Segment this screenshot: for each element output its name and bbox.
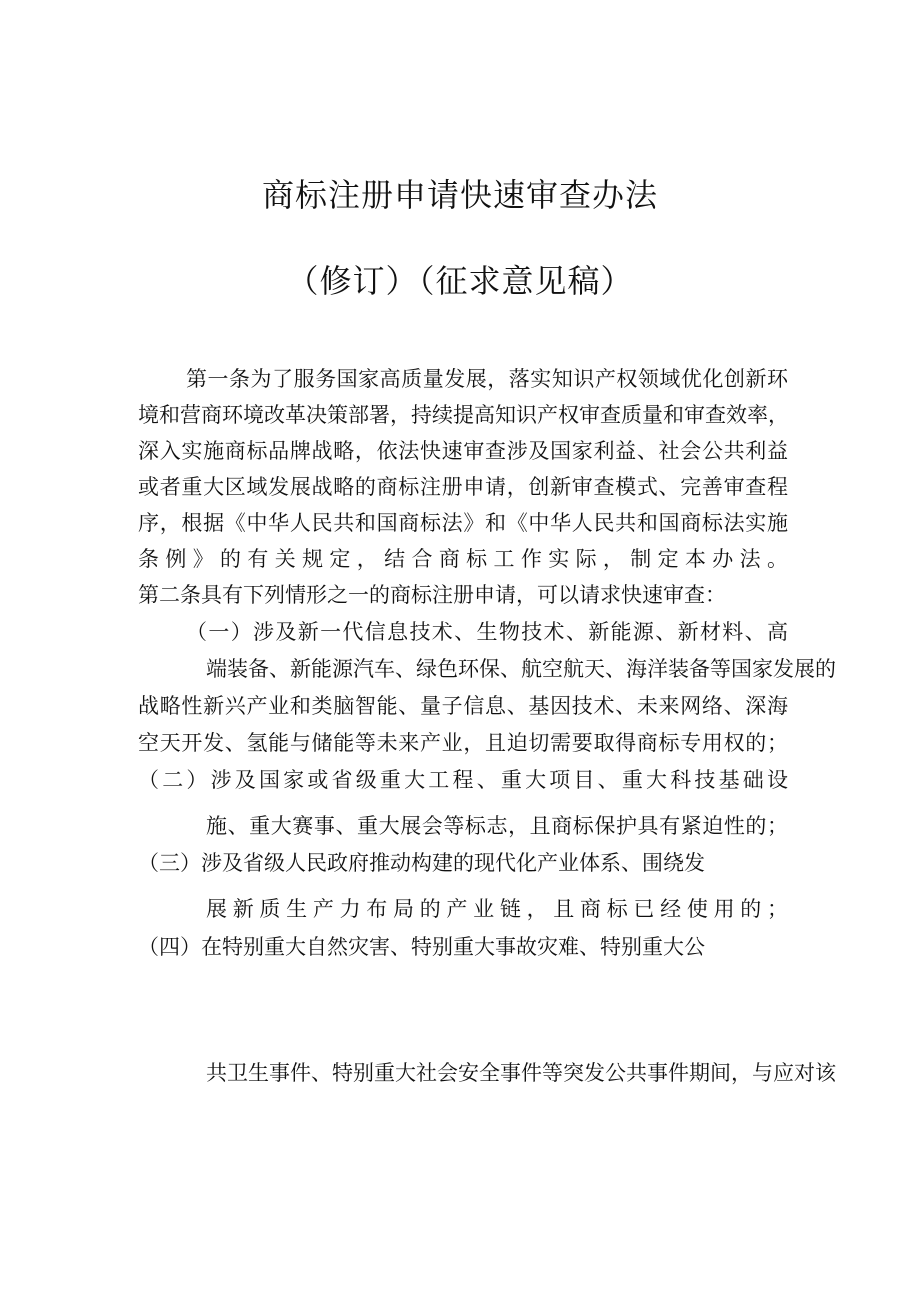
article-1-line-6: 条例》的有关规定，结合商标工作实际，制定本办法。	[138, 547, 788, 571]
article-2-line-1: （一）涉及新一代信息技术、生物技术、新能源、新材料、高	[186, 620, 788, 644]
item-1-line-1: 端装备、新能源汽车、绿色环保、航空航天、海洋装备等国家发展的	[206, 657, 836, 681]
document-subtitle: （修订）（征求意见稿）	[286, 262, 634, 300]
item-2-line-2: （三）涉及省级人民政府推动构建的现代化产业体系、围绕发	[138, 851, 705, 875]
item-4-line-1: 共卫生事件、特别重大社会安全事件等突发公共事件期间，与应对该	[206, 1061, 836, 1085]
article-1-line-2: 境和营商环境改革决策部署，持续提高知识产权审查质量和审查效率，	[138, 403, 789, 427]
article-1-line-1: 第一条为了服务国家高质量发展，落实知识产权领域优化创新环	[186, 367, 788, 391]
item-2-line-1: 施、重大赛事、重大展会等标志，且商标保护具有紧迫性的；	[206, 814, 788, 838]
article-1-line-4: 或者重大区域发展战略的商标注册申请，创新审查模式、完善审查程	[138, 475, 788, 499]
article-1-line-3: 深入实施商标品牌战略，依法快速审查涉及国家利益、社会公共利益	[138, 439, 788, 463]
item-1-line-4: （二）涉及国家或省级重大工程、重大项目、重大科技基础设	[138, 768, 788, 792]
item-3-line-2: （四）在特别重大自然灾害、特别重大事故灾难、特别重大公	[138, 935, 705, 959]
document-title: 商标注册申请快速审查办法	[261, 176, 658, 214]
article-1-line-7: 第二条具有下列情形之一的商标注册申请，可以请求快速审查：	[138, 583, 726, 607]
item-3-line-1: 展新质生产力布局的产业链，且商标已经使用的；	[206, 897, 788, 921]
article-1-line-5: 序，根据《中华人民共和国商标法》和《中华人民共和国商标法实施	[138, 511, 788, 535]
item-1-line-2: 战略性新兴产业和类脑智能、量子信息、基因技术、未来网络、深海	[138, 694, 788, 718]
item-1-line-3: 空天开发、氢能与储能等未来产业，且迫切需要取得商标专用权的；	[138, 731, 788, 755]
